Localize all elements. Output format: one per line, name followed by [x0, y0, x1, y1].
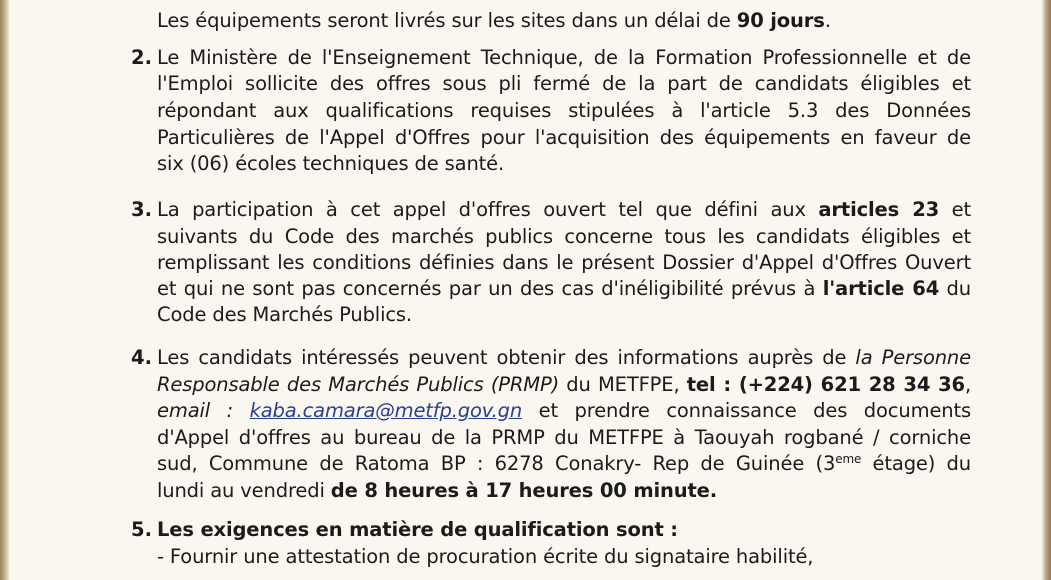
office-hours: de 8 heures à 17 heures 00 minute.	[330, 479, 718, 502]
item-4-line-6	[157, 479, 717, 503]
item-3-line-1	[157, 198, 971, 222]
item-3-line-5: Code des Marchés Publics.	[157, 303, 412, 326]
item-4-number: 4.	[131, 346, 152, 369]
item-4-text: et prendre connaissance des documents	[522, 399, 971, 422]
item-4-line-1	[157, 346, 971, 370]
item-3-text: La participation à cet appel d'offres ouvert tel que défini aux	[157, 198, 819, 221]
item-5-bullet-1: - Fournir une attestation de procuration écrite du signataire habilité,	[157, 545, 814, 568]
item-3-article-ref: articles 23	[818, 198, 940, 221]
item-4-text: ,	[964, 373, 972, 396]
item-4-text: étage) du	[861, 452, 971, 475]
floor-superscript: eme	[835, 452, 862, 466]
intro-suffix: .	[824, 9, 831, 32]
phone-number: tel : (+224) 621 28 34 36	[686, 373, 965, 396]
item-4-line-3	[157, 399, 971, 423]
item-2-line-3: répondant aux qualifications requises stipulées à l'article 5.3 des Données	[157, 99, 971, 122]
item-4-text: lundi au vendredi	[157, 479, 331, 502]
item-3-text: et	[939, 198, 971, 221]
item-5-number: 5.	[131, 518, 152, 541]
item-4-text: Les candidats intéressés peuvent obtenir des informations auprès de	[157, 346, 856, 369]
item-2-number: 2.	[131, 46, 152, 69]
item-5-heading: Les exigences en matière de qualification sont :	[157, 518, 678, 541]
item-4-text: du METFPE,	[559, 373, 687, 396]
item-2-line-1: Le Ministère de l'Enseignement Technique, de la Formation Professionnelle et de	[157, 46, 971, 69]
item-2-line-2: l'Emploi sollicite des offres sous pli fermé de la part de candidats éligibles et	[157, 72, 971, 95]
item-3-line-2: suivants du Code des marchés publics concerne tous les candidats éligibles et	[157, 225, 971, 248]
email-link[interactable]: kaba.camara@metfp.gov.gn	[249, 399, 523, 422]
item-4-line-2	[157, 373, 971, 397]
item-3-number: 3.	[131, 198, 152, 221]
email-label: email :	[157, 399, 250, 422]
item-3-line-3: remplissant les conditions définies dans le présent Dossier d'Appel d'Offres Ouvert	[157, 251, 971, 274]
intro-text: Les équipements seront livrés sur les sites dans un délai de	[157, 9, 737, 32]
item-3-text: et qui ne sont pas concernés par un des cas d'inéligibilité prévus à	[157, 277, 823, 300]
item-3-line-4	[157, 277, 971, 301]
item-4-italic: la Personne	[855, 346, 971, 369]
item-3-article-ref: l'article 64	[822, 277, 940, 300]
intro-line	[157, 9, 831, 33]
intro-delay-bold: 90 jours	[736, 9, 825, 32]
item-2-line-5: six (06) écoles techniques de santé.	[157, 152, 505, 175]
item-3-text: du	[939, 277, 971, 300]
item-4-text: sud, Commune de Ratoma BP : 6278 Conakry- Rep de Guinée (3	[157, 452, 836, 475]
item-4-line-4: d'Appel d'offres au bureau de la PRMP du METFPE à Taouyah rogbané / corniche	[157, 426, 971, 449]
item-4-line-5	[157, 452, 971, 476]
item-2-line-4: Particulières de l'Appel d'Offres pour l'acquisition des équipements en faveur de	[157, 126, 971, 149]
item-4-italic: Responsable des Marchés Publics (PRMP)	[157, 373, 560, 396]
